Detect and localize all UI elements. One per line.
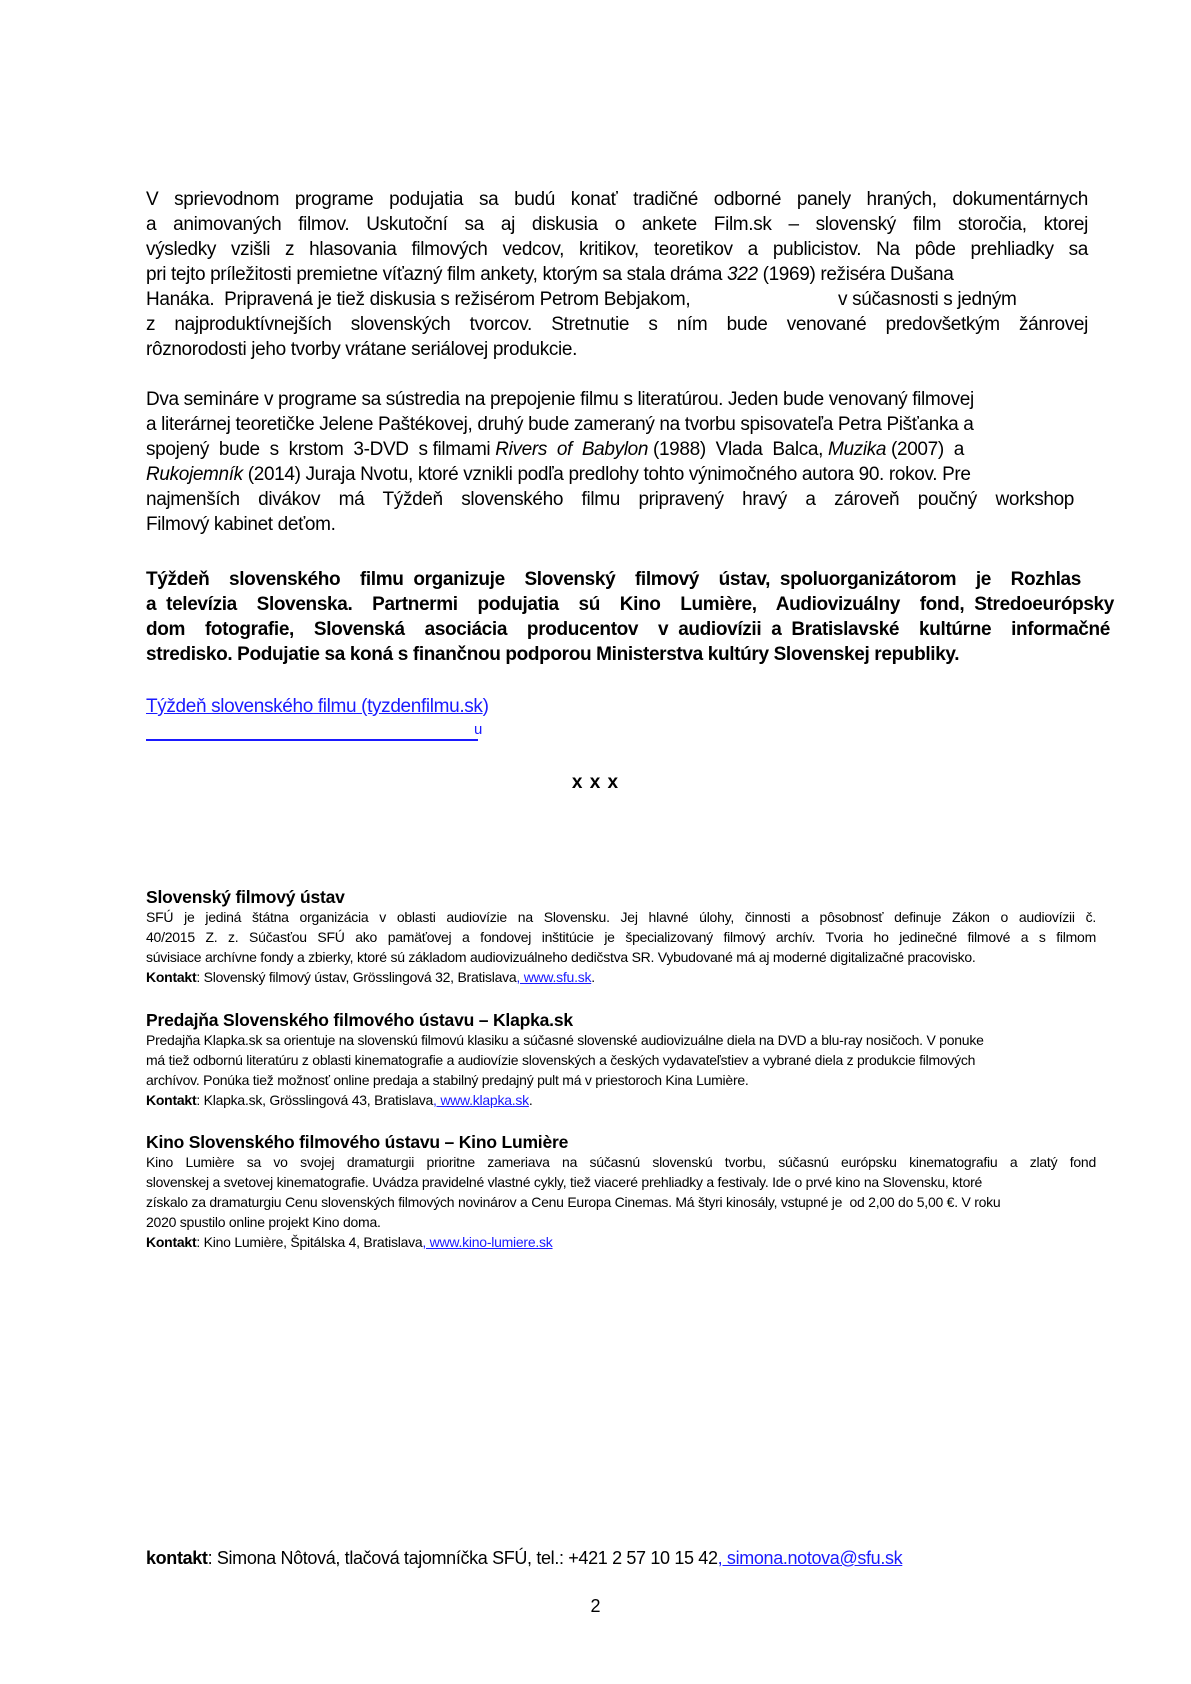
- contact-label: Kontakt: [146, 1234, 197, 1250]
- section-title: Kino Slovenského filmového ústavu – Kino Lumière: [146, 1132, 569, 1152]
- contact-line: [146, 1090, 533, 1110]
- text-span: .: [528, 1092, 533, 1108]
- klapka-website-link[interactable]: , www.klapka.sk: [433, 1092, 529, 1108]
- contact-address: : Slovenský filmový ústav, Grösslingová 32, Bratislava: [196, 969, 517, 985]
- contact-address: : Klapka.sk, Grösslingová 43, Bratislava: [196, 1092, 434, 1108]
- text-line: výsledky vzišli z hlasovania filmových vedcov, kritikov, teoretikov a publicistov. Na pôde prehliadky sa: [146, 239, 1088, 260]
- press-email-link[interactable]: , simona.notova@sfu.sk: [717, 1548, 903, 1568]
- text-line: 40/2015 Z. z. Súčasťou SFÚ ako pamäťovej a fondovej inštitúcie je špecializovaný filmový archív. Tvoria ho jedinečné filmové a s filmom: [146, 929, 1096, 945]
- text-line: [146, 436, 964, 463]
- contact-line: [146, 1232, 553, 1252]
- text-line: archívov. Ponúka tiež možnosť online predaja a stabilný predajný pult má v priestoroch Kina Lumière.: [146, 1072, 749, 1088]
- text-line: Týždeň slovenského filmu organizuje Slovenský filmový ústav, spoluorganizátorom je Rozhlas: [146, 569, 1081, 590]
- text-line: [146, 461, 971, 488]
- festival-link-line: [146, 693, 489, 720]
- text-line: [146, 261, 953, 288]
- text-line: rôznorodosti jeho tvorby vrátane seriálovej produkcie.: [146, 339, 578, 360]
- footer-contact-label: kontakt: [146, 1548, 208, 1568]
- text-line: Filmový kabinet deťom.: [146, 514, 336, 535]
- text-line: má tiež odbornú literatúru z oblasti kinematografie a audiovízie slovenských a českých vydavateľstiev a vybrané diela z produkcie filmových: [146, 1052, 976, 1068]
- text-line: v súčasnosti s jedným: [838, 289, 1017, 310]
- link-tail: u: [474, 721, 482, 738]
- text-line: a animovaných filmov. Uskutoční sa aj diskusia o ankete Film.sk – slovenský film storočia, ktorej: [146, 214, 1088, 235]
- text-line: získalo za dramaturgiu Cenu slovenských filmových novinárov a Cenu Europa Cinemas. Má štyri kinosály, vstupné je od 2,00 do 5,00 €. V roku: [146, 1194, 1001, 1210]
- contact-line: [146, 967, 595, 987]
- film-title-rukojemnik: Rukojemník: [146, 464, 243, 485]
- festival-link-close[interactable]: ): [482, 696, 489, 717]
- text-line: 2020 spustilo online projekt Kino doma.: [146, 1214, 381, 1230]
- text-line: a literárnej teoretičke Jelene Paštékovej, druhý bude zameraný na tvorbu spisovateľa Petra Pišťanka a: [146, 414, 974, 435]
- text-line: Predajňa Klapka.sk sa orientuje na slovenskú filmovú klasiku a súčasné slovenské audiovizuálne diela na DVD a blu-ray nosičoch. V ponuke: [146, 1032, 984, 1048]
- text-line: súvisiace archívne fondy a zbierky, ktoré sú základom audiovizuálneho dedičstva SR. Vybudované má aj moderné digitalizačné pracovisko.: [146, 949, 976, 965]
- text-span: (2014) Juraja Nvotu, ktoré vznikli podľa predlohy tohto výnimočného autora 90. rokov. Pre: [242, 464, 971, 485]
- film-title-322: 322: [727, 264, 758, 285]
- text-span: (1969) režiséra Dušana: [757, 264, 954, 285]
- contact-label: Kontakt: [146, 1092, 197, 1108]
- text-line: dom fotografie, Slovenská asociácia producentov v audiovízii a Bratislavské kultúrne informačné: [146, 619, 1110, 640]
- kino-lumiere-website-link[interactable]: , www.kino-lumiere.sk: [422, 1234, 553, 1250]
- footer-contact-text: : Simona Nôtová, tlačová tajomníčka SFÚ, tel.: +421 2 57 10 15 42: [207, 1548, 718, 1568]
- text-line: V sprievodnom programe podujatia sa budú konať tradičné odborné panely hraných, dokumentárnych: [146, 189, 1088, 210]
- text-line: stredisko. Podujatie sa koná s finančnou podporou Ministerstva kultúry Slovenskej republiky.: [146, 644, 960, 665]
- contact-label: Kontakt: [146, 969, 197, 985]
- text-line: a televízia Slovenska. Partnermi podujatia sú Kino Lumière, Audiovizuálny fond, Stredoeurópsky: [146, 594, 1114, 615]
- text-span: (1988) Vlada Balca,: [648, 439, 828, 460]
- sfu-website-link[interactable]: , www.sfu.sk: [516, 969, 592, 985]
- contact-address: : Kino Lumière, Špitálska 4, Bratislava: [196, 1234, 423, 1250]
- page-number: 2: [590, 1596, 601, 1616]
- text-line: Hanáka. Pripravená je tiež diskusia s režisérom Petrom Bebjakom,: [146, 289, 691, 310]
- text-line: z najproduktívnejších slovenských tvorcov. Stretnutie s ním bude venované predovšetkým žánrovej: [146, 314, 1088, 335]
- footer-contact: [146, 1545, 902, 1572]
- section-title: Slovenský filmový ústav: [146, 887, 345, 907]
- film-title-rivers-of-babylon: Rivers of Babylon: [495, 439, 649, 460]
- film-title-muzika: Muzika: [828, 439, 887, 460]
- text-span: spojený bude s krstom 3-DVD s filmami: [146, 439, 496, 460]
- section-title: Predajňa Slovenského filmového ústavu – Klapka.sk: [146, 1010, 573, 1030]
- festival-link[interactable]: Týždeň slovenského filmu (tyzdenfilmu.sk: [146, 696, 483, 717]
- link-underline: [146, 739, 478, 741]
- text-line: Kino Lumière sa vo svojej dramaturgii prioritne zameriava na súčasnú slovenskú tvorbu, súčasnú európsku kinematografiu a zlatý fond: [146, 1154, 1096, 1170]
- separator: x x x: [571, 772, 620, 793]
- text-line: Dva semináre v programe sa sústredia na prepojenie filmu s literatúrou. Jeden bude venovaný filmovej: [146, 389, 974, 410]
- text-span: .: [591, 969, 595, 985]
- text-span: (2007) a: [886, 439, 964, 460]
- text-line: najmenších divákov má Týždeň slovenského filmu pripravený hravý a zároveň poučný workshop: [146, 489, 1074, 510]
- text-span: pri tejto príležitosti premietne víťazný film ankety, ktorým sa stala dráma: [146, 264, 728, 285]
- text-line: slovenskej a svetovej kinematografie. Uvádza pravidelné vlastné cykly, tiež viaceré prehliadky a festivaly. Ide o prvé kino na Slovensku, ktoré: [146, 1174, 983, 1190]
- text-line: SFÚ je jediná štátna organizácia v oblasti audiovízie na Slovensku. Jej hlavné úlohy, činnosti a pôsobnosť definuje Zákon o audiovízii č.: [146, 909, 1096, 925]
